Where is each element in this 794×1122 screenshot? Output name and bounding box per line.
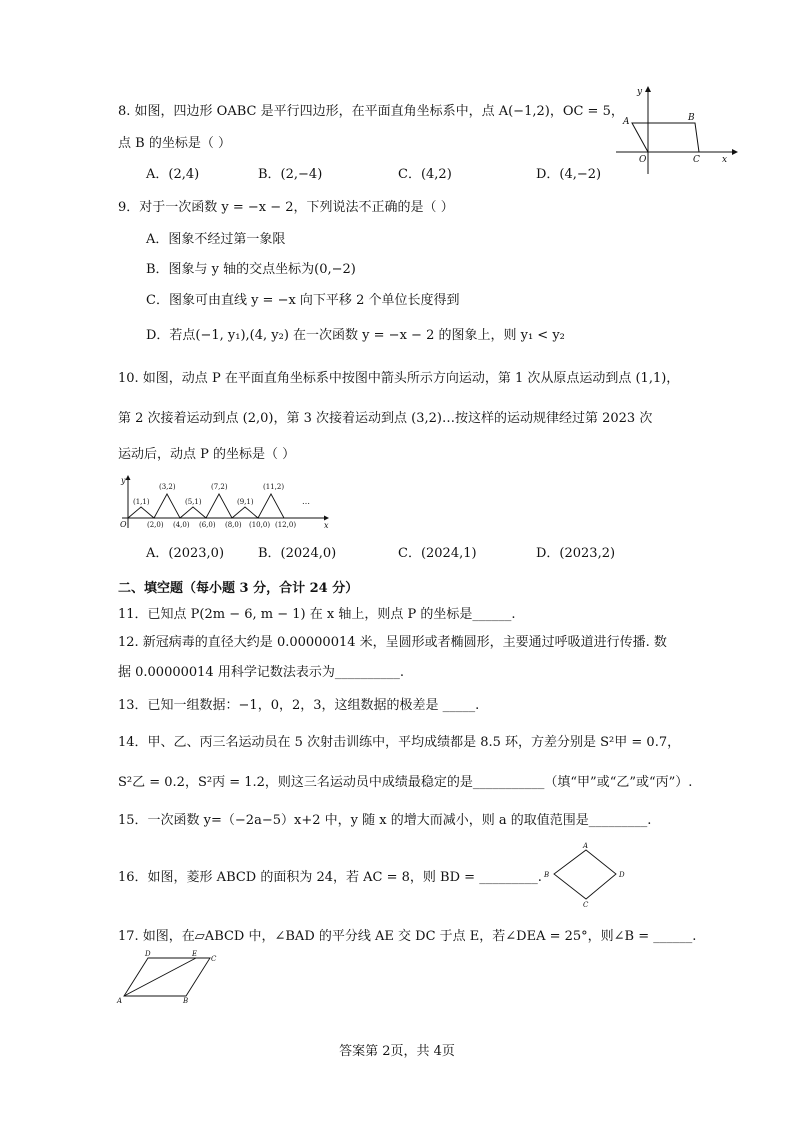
q10-fig-point-4-0: (4,0) bbox=[173, 521, 190, 529]
q10-fig-point-5-1: (5,1) bbox=[185, 498, 202, 506]
q8-fig-label-o: O bbox=[639, 155, 647, 165]
q13-text: 13．已知一组数据：−1，0，2，3，这组数据的极差是 _____. bbox=[118, 698, 480, 713]
q10-fig-point-8-0: (8,0) bbox=[225, 521, 242, 529]
q8-fig-label-a: A bbox=[623, 117, 630, 127]
q10-fig-point-10-0: (10,0) bbox=[249, 521, 271, 529]
q10-option-d: D．(2023,2) bbox=[536, 546, 616, 561]
q12-text-line2: 据 0.00000014 用科学记数法表示为__________. bbox=[118, 665, 404, 680]
q17-fig-label-d: D bbox=[145, 950, 151, 958]
q10-fig-point-3-2: (3,2) bbox=[159, 483, 176, 491]
q10-stem-line2: 第 2 次接着运动到点 (2,0)，第 3 次接着运动到点 (3,2)…按这样的运动规律经过第 2023 次 bbox=[118, 411, 653, 426]
q8-stem-line2: 点 B 的坐标是（ ） bbox=[118, 136, 231, 151]
q8-option-c: C．(4,2) bbox=[398, 167, 452, 182]
q10-stem-line3: 运动后，动点 P 的坐标是（ ） bbox=[118, 447, 296, 462]
q10-fig-point-12-0: (12,0) bbox=[275, 521, 297, 529]
q10-fig-point-2-0: (2,0) bbox=[147, 521, 164, 529]
q17-parallelogram-figure bbox=[116, 948, 220, 1004]
q17-fig-label-e: E bbox=[192, 950, 198, 958]
q8-fig-label-y: y bbox=[637, 87, 643, 97]
q14-text-line1: 14．甲、乙、丙三名运动员在 5 次射击训练中，平均成绩都是 8.5 环，方差分别是 S²甲 = 0.7， bbox=[118, 735, 681, 750]
q10-fig-ellipsis: … bbox=[302, 497, 310, 506]
q15-text: 15．一次函数 y=（−2a−5）x+2 中，y 随 x 的增大而减小，则 a 的取值范围是_________. bbox=[118, 813, 652, 828]
q16-fig-label-c: C bbox=[583, 901, 589, 908]
q16-fig-label-b: B bbox=[544, 871, 550, 879]
q10-option-b: B．(2024,0) bbox=[258, 546, 337, 561]
q8-fig-label-x: x bbox=[722, 155, 728, 165]
q11-text: 11．已知点 P(2m − 6, m − 1) 在 x 轴上，则点 P 的坐标是______. bbox=[118, 607, 516, 622]
q10-zigzag-figure bbox=[116, 474, 332, 532]
q9-option-a: A．图象不经过第一象限 bbox=[146, 232, 286, 247]
q14-text-line2: S²乙 = 0.2，S²丙 = 1.2，则这三名运动员中成绩最稳定的是___________（填“甲”或“乙”或“丙”）. bbox=[118, 775, 693, 790]
q16-text: 16．如图，菱形 ABCD 的面积为 24，若 AC = 8，则 BD = _________. bbox=[118, 870, 542, 885]
page-footer: 答案第 2页，共 4页 bbox=[339, 1044, 455, 1059]
q10-fig-label-o: O bbox=[120, 520, 127, 529]
q16-fig-label-a: A bbox=[583, 842, 589, 850]
q17-text: 17. 如图，在▱ABCD 中，∠BAD 的平分线 AE 交 DC 于点 E，若∠DEA = 25°，则∠B = ______. bbox=[118, 929, 697, 944]
q8-option-d: D．(4,−2) bbox=[536, 167, 602, 182]
q10-fig-point-11-2: (11,2) bbox=[263, 483, 285, 491]
q9-stem: 9．对于一次函数 y = −x − 2，下列说法不正确的是（ ） bbox=[118, 200, 454, 215]
q17-fig-label-b: B bbox=[183, 997, 189, 1004]
q10-fig-point-9-1: (9,1) bbox=[237, 498, 254, 506]
q9-option-c: C．图象可由直线 y = −x 向下平移 2 个单位长度得到 bbox=[146, 293, 460, 308]
q9-option-b: B．图象与 y 轴的交点坐标为(0,−2) bbox=[146, 262, 356, 277]
section-fill-in-title: 二、填空题（每小题 3 分，合计 24 分） bbox=[118, 581, 359, 596]
q10-option-c: C．(2024,1) bbox=[398, 546, 477, 561]
q10-fig-point-1-1: (1,1) bbox=[133, 498, 150, 506]
q12-text-line1: 12. 新冠病毒的直径大约是 0.00000014 米，呈圆形或者椭圆形，主要通过呼吸道进行传播. 数 bbox=[118, 635, 667, 650]
q10-fig-label-y: y bbox=[121, 476, 126, 485]
q8-stem-line1: 8. 如图，四边形 OABC 是平行四边形，在平面直角坐标系中，点 A(−1,2)，OC = 5， bbox=[118, 104, 624, 119]
q10-fig-point-7-2: (7,2) bbox=[211, 483, 228, 491]
q10-fig-label-x: x bbox=[324, 521, 329, 530]
q8-option-a: A．(2,4) bbox=[146, 167, 200, 182]
q10-stem-line1: 10. 如图，动点 P 在平面直角坐标系中按图中箭头所示方向运动，第 1 次从原点运动到点 (1,1)， bbox=[118, 371, 680, 386]
q8-fig-label-b: B bbox=[688, 113, 695, 123]
q9-option-d: D．若点(−1, y₁),(4, y₂) 在一次函数 y = −x − 2 的图象上，则 y₁ < y₂ bbox=[146, 328, 565, 343]
q8-parallelogram-figure bbox=[612, 82, 742, 178]
q17-fig-label-c: C bbox=[211, 955, 217, 963]
q10-option-a: A．(2023,0) bbox=[146, 546, 225, 561]
q16-rhombus-figure bbox=[540, 842, 632, 908]
q17-fig-label-a: A bbox=[117, 997, 123, 1004]
q8-option-b: B．(2,−4) bbox=[258, 167, 323, 182]
q10-fig-point-6-0: (6,0) bbox=[199, 521, 216, 529]
q8-fig-label-c: C bbox=[693, 155, 700, 165]
q16-fig-label-d: D bbox=[619, 871, 625, 879]
